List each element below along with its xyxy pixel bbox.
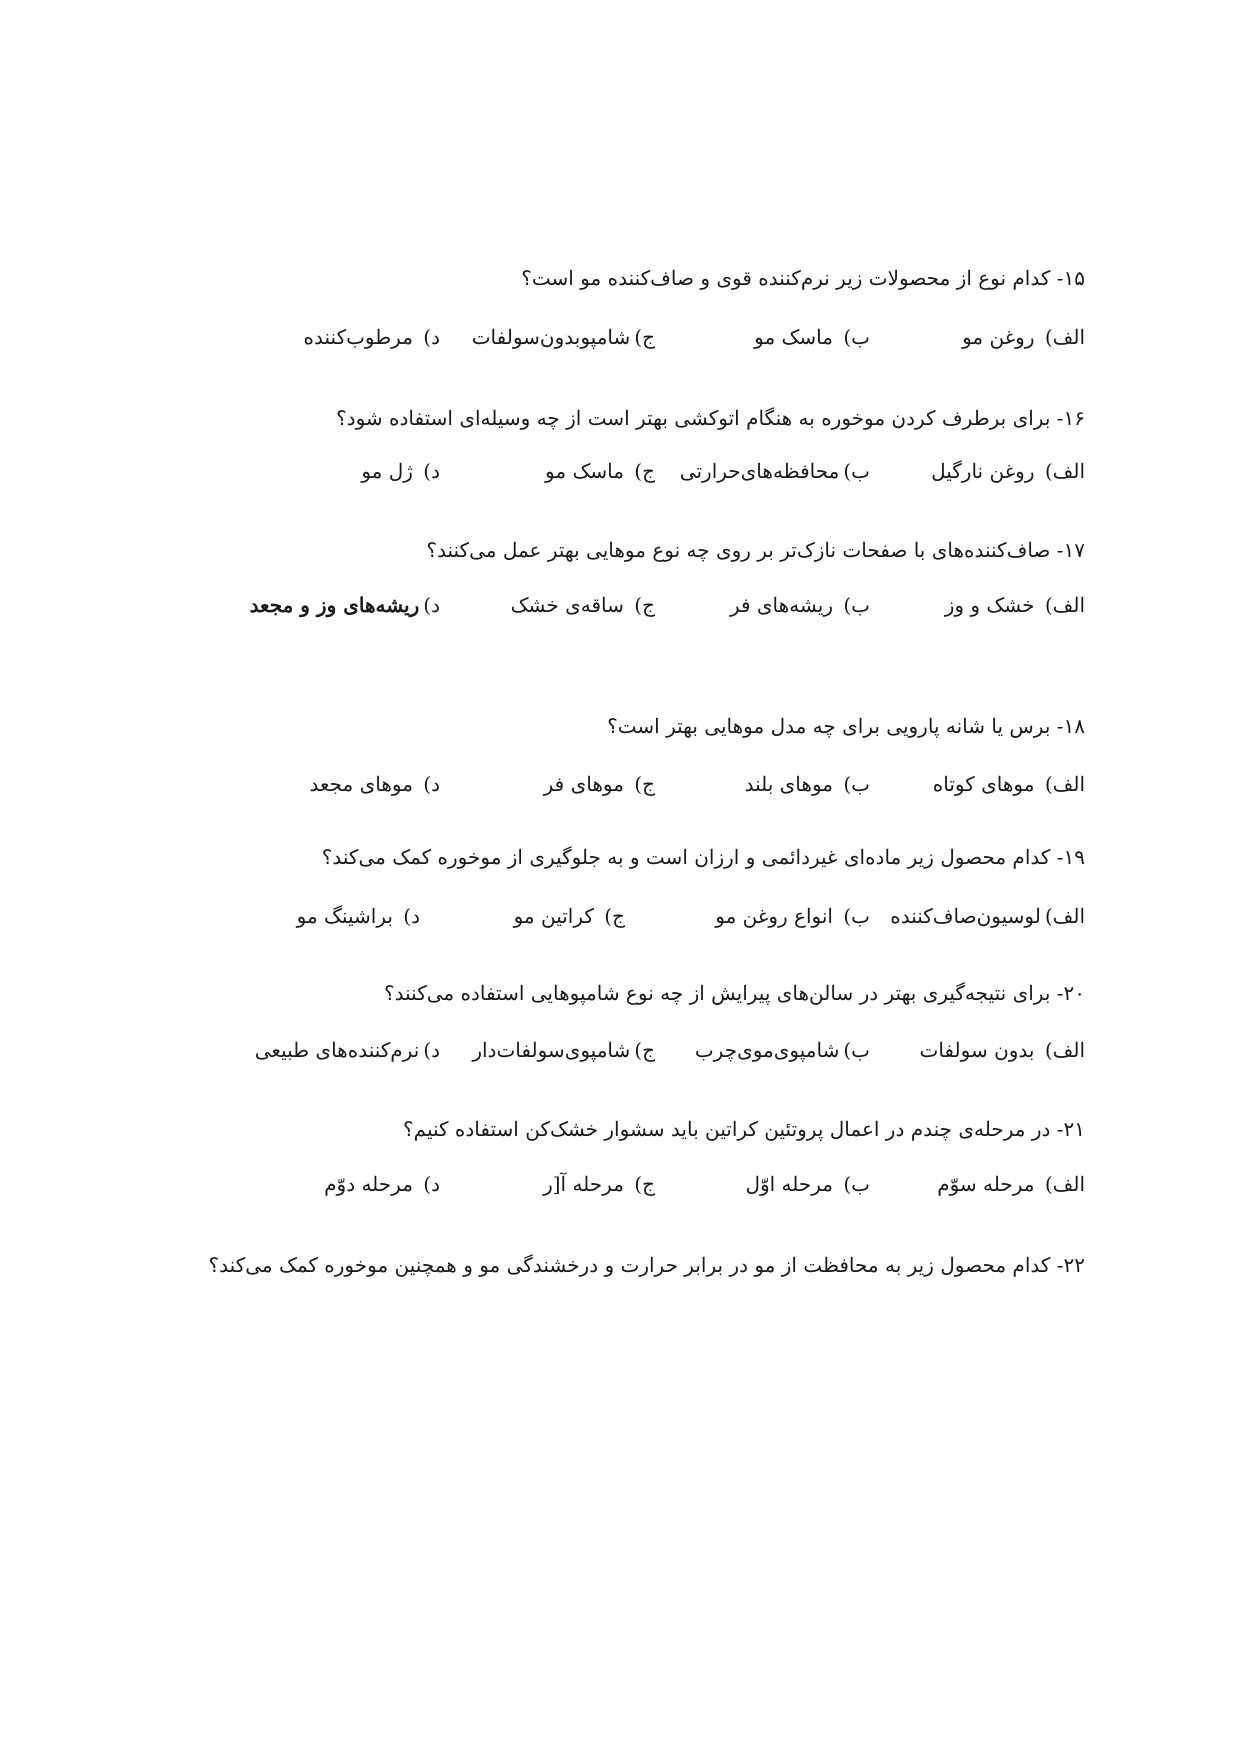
question-21: ۲۱- در مرحله‌ی چندم در اعمال پروتئین کراتین باید سشوار خشک‌کن استفاده کنیم؟ xyxy=(403,1117,1085,1141)
option-be xyxy=(745,770,870,798)
options-16 xyxy=(0,457,1240,487)
option-value: موهای کوتاه xyxy=(932,772,1035,796)
option-value: مرطوب‌کننده xyxy=(303,325,413,349)
option-jim xyxy=(472,1036,655,1064)
option-value: شامپوی‌سولفات‌دار xyxy=(472,1038,631,1062)
option-jim xyxy=(544,770,655,798)
option-value: مرحله سوّم xyxy=(937,1172,1035,1196)
option-alef xyxy=(933,770,1085,798)
option-value: ریشه‌های فر xyxy=(729,593,833,617)
option-value: شامپوبدون‌سولفات xyxy=(471,325,631,349)
option-key: ب) xyxy=(843,325,870,349)
question-15: ۱۵- کدام نوع از محصولات زیر نرم‌کننده قوی و صاف‌کننده مو است؟ xyxy=(521,266,1085,290)
option-alef xyxy=(890,902,1085,930)
option-value: انواع روغن مو xyxy=(715,904,833,928)
option-dal xyxy=(255,1036,440,1064)
option-key: ب) xyxy=(843,459,870,483)
option-value: شامپوی‌موی‌چرب xyxy=(694,1038,840,1062)
option-value: روغن مو xyxy=(962,325,1035,349)
option-jim xyxy=(472,323,655,351)
option-alef xyxy=(937,1170,1085,1198)
option-value: براشینگ مو xyxy=(296,904,393,928)
option-key: الف) xyxy=(1044,459,1085,483)
option-alef xyxy=(962,323,1085,351)
option-value: مرحله آ[ر xyxy=(543,1172,624,1196)
options-21 xyxy=(0,1170,1240,1200)
option-key: ب) xyxy=(843,772,870,796)
option-key: ب) xyxy=(843,1172,870,1196)
option-be xyxy=(745,1170,870,1198)
option-dal xyxy=(361,457,440,485)
option-be xyxy=(680,457,870,485)
question-19: ۱۹- کدام محصول زیر ماده‌ای غیردائمی و ارزان است و به جلوگیری از موخوره کمک می‌کند؟ xyxy=(321,845,1085,869)
option-key: د) xyxy=(423,593,440,617)
option-value: موهای فر xyxy=(543,772,624,796)
option-key: الف) xyxy=(1044,1038,1085,1062)
option-value: مرحله دوّم xyxy=(324,1172,413,1196)
option-key: ج) xyxy=(634,459,655,483)
option-value: ژل مو xyxy=(361,459,413,483)
option-jim xyxy=(511,591,655,619)
option-key: ج) xyxy=(634,772,655,796)
option-alef xyxy=(931,457,1085,485)
option-key: د) xyxy=(423,772,440,796)
option-key: الف) xyxy=(1044,593,1085,617)
option-key: الف) xyxy=(1044,772,1085,796)
option-key: د) xyxy=(403,904,420,928)
option-dal xyxy=(250,591,440,619)
option-be xyxy=(754,323,870,351)
option-be xyxy=(730,591,870,619)
option-key: الف) xyxy=(1044,904,1085,928)
option-value: ماسک مو xyxy=(754,325,833,349)
option-dal xyxy=(324,1170,440,1198)
option-key: د) xyxy=(423,325,440,349)
option-key: الف) xyxy=(1044,325,1085,349)
option-value: ساقه‌ی خشک xyxy=(510,593,624,617)
option-value: موهای بلند xyxy=(744,772,833,796)
option-key: ب) xyxy=(843,1038,870,1062)
option-value: روغن نارگیل xyxy=(931,459,1035,483)
options-18 xyxy=(0,770,1240,800)
question-17: ۱۷- صاف‌کننده‌های با صفحات نازک‌تر بر روی چه نوع موهایی بهتر عمل می‌کنند؟ xyxy=(426,538,1085,562)
option-key: الف) xyxy=(1044,1172,1085,1196)
option-key: ج) xyxy=(604,904,625,928)
option-jim xyxy=(514,902,625,930)
options-20 xyxy=(0,1036,1240,1066)
option-dal xyxy=(304,323,440,351)
option-key: د) xyxy=(423,1172,440,1196)
option-value: کراتین مو xyxy=(513,904,594,928)
question-20: ۲۰- برای نتیجه‌گیری بهتر در سالن‌های پیرایش از چه نوع شامپوهایی استفاده می‌کنند؟ xyxy=(384,981,1085,1005)
option-value: ماسک مو xyxy=(545,459,624,483)
option-dal xyxy=(309,770,440,798)
option-value: لوسیون‌صاف‌کننده xyxy=(890,904,1041,928)
option-alef xyxy=(919,1036,1085,1064)
option-value: خشک و وز xyxy=(944,593,1035,617)
option-key: د) xyxy=(423,1038,440,1062)
options-19 xyxy=(0,902,1240,932)
option-key: ب) xyxy=(843,593,870,617)
question-22: ۲۲- کدام محصول زیر به محافظت از مو در برابر حرارت و درخشندگی مو و همچنین موخوره کمک می‌کند؟ xyxy=(208,1253,1085,1277)
option-be xyxy=(715,902,870,930)
option-dal xyxy=(297,902,420,930)
option-key: ج) xyxy=(634,1038,655,1062)
option-value: نرم‌کننده‌های طبیعی xyxy=(254,1038,420,1062)
option-key: ب) xyxy=(843,904,870,928)
option-alef xyxy=(945,591,1085,619)
option-key: د) xyxy=(423,459,440,483)
option-jim xyxy=(543,1170,655,1198)
option-value: محافظه‌های‌حرارتی xyxy=(679,459,840,483)
options-17 xyxy=(0,591,1240,621)
question-18: ۱۸- برس یا شانه پارویی برای چه مدل موهایی بهتر است؟ xyxy=(607,714,1085,738)
option-value: مرحله اوّل xyxy=(745,1172,833,1196)
option-key: ج) xyxy=(634,1172,655,1196)
option-key: ج) xyxy=(634,593,655,617)
option-be xyxy=(695,1036,870,1064)
option-key: ج) xyxy=(634,325,655,349)
option-value: ریشه‌های وز و مجعد xyxy=(249,593,420,617)
option-value: موهای مجعد xyxy=(309,772,413,796)
option-value: بدون سولفات xyxy=(919,1038,1035,1062)
question-16: ۱۶- برای برطرف کردن موخوره به هنگام اتوکشی بهتر است از چه وسیله‌ای استفاده شود؟ xyxy=(336,406,1085,430)
options-15 xyxy=(0,323,1240,353)
option-jim xyxy=(545,457,655,485)
